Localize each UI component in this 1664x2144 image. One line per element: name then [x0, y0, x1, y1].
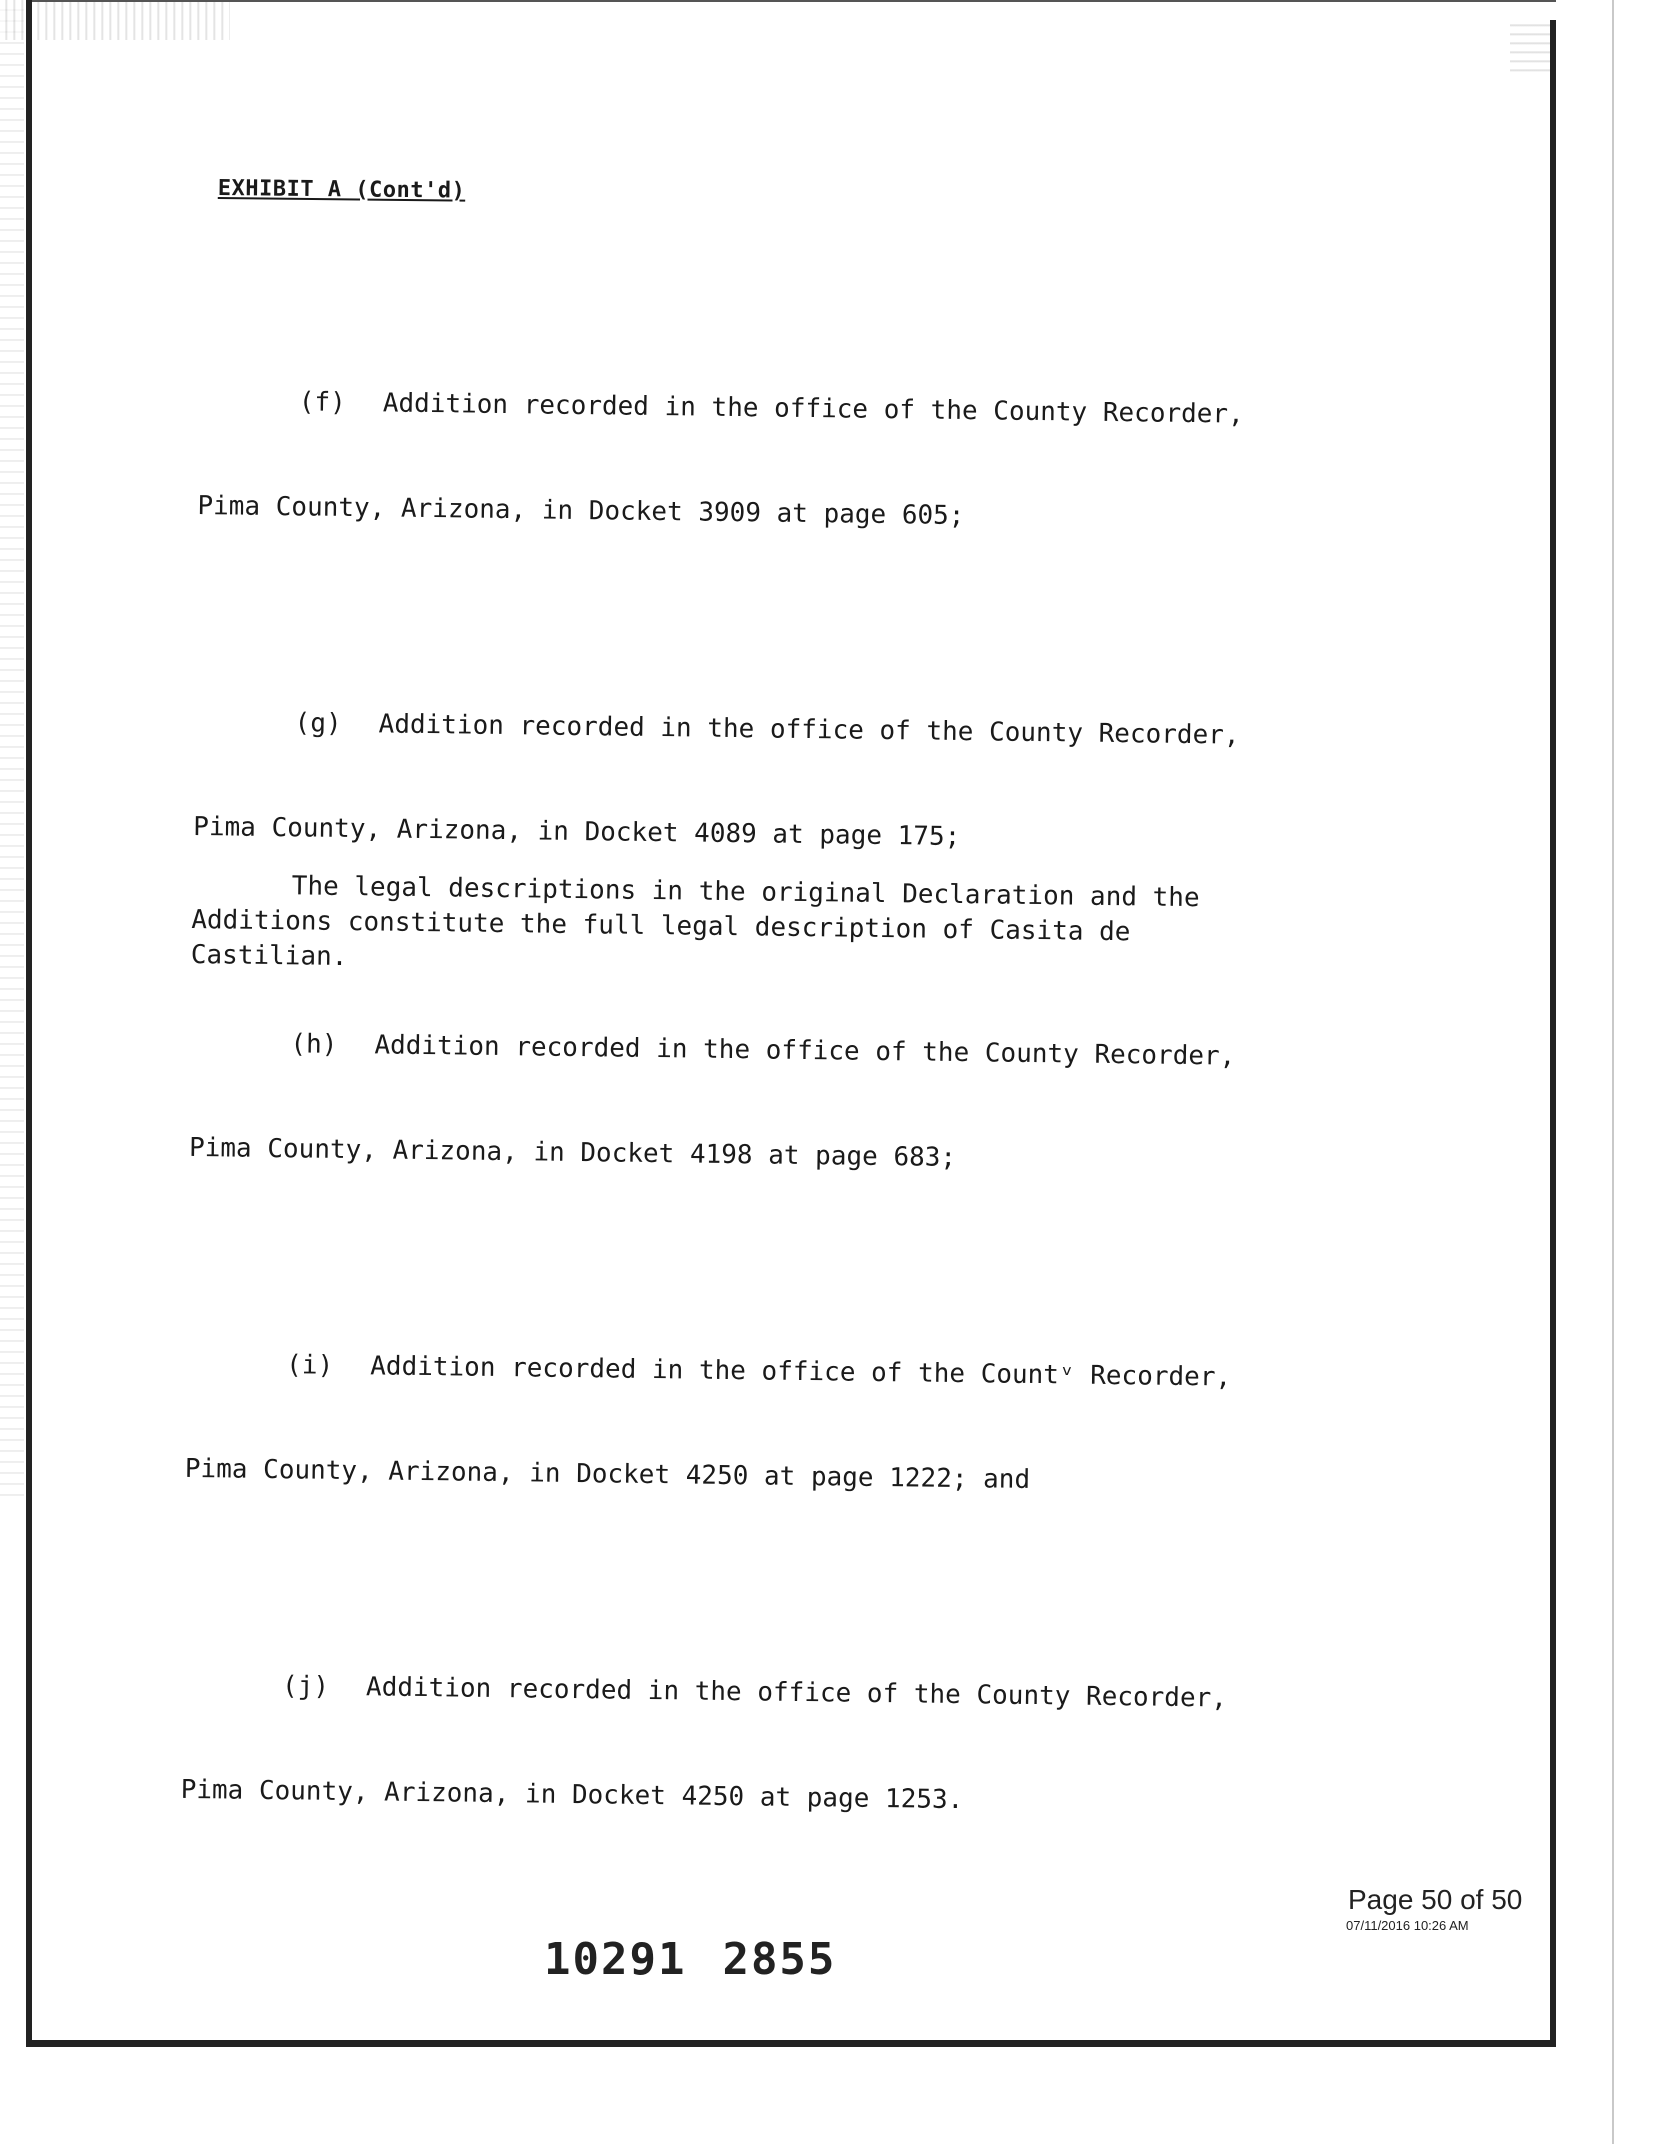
sheet-edge — [1612, 0, 1614, 2144]
page-border-right — [1550, 20, 1556, 2047]
clause-text-continued: Pima County, Arizona, in Docket 4198 at page 683; — [188, 1132, 957, 1173]
docket-number: 10291 — [544, 1934, 687, 1985]
scan-artifact-top — [0, 0, 230, 40]
clause-marker: (g) — [294, 708, 342, 739]
clause-text: Addition recorded in the office of the County Recorder, — [365, 1672, 1228, 1714]
page-border-left — [26, 0, 32, 2046]
scan-artifact-corner — [1510, 18, 1550, 78]
clause-i — [184, 1277, 1408, 1573]
clause-text: Addition recorded in the office of the County Recorder, — [378, 709, 1240, 751]
stamp-page-number: 2855 — [722, 1934, 837, 1985]
print-timestamp: 07/11/2016 10:26 AM — [1346, 1918, 1469, 1933]
clause-text-continued: Pima County, Arizona, in Docket 4089 at page 175; — [193, 811, 961, 852]
closing-line: The legal descriptions in the original Declaration and the — [291, 871, 1200, 914]
clause-marker: (i) — [286, 1350, 334, 1381]
clause-f — [196, 314, 1420, 610]
clause-text: Addition recorded in the office of the County Recorder, — [374, 1030, 1236, 1072]
clause-text: Addition recorded in the office of the Countᵛ Recorder, — [370, 1351, 1232, 1393]
scan-artifact-left — [0, 0, 24, 1500]
page-border-top — [26, 0, 1556, 2]
clause-marker: (j) — [281, 1671, 330, 1702]
exhibit-heading: EXHIBIT A (Cont'd) — [217, 176, 466, 204]
clause-text: Addition recorded in the office of the County Recorder, — [382, 388, 1244, 430]
clause-list — [179, 314, 1420, 1935]
clause-h — [188, 956, 1412, 1252]
clause-marker: (f) — [298, 387, 347, 418]
recording-stamp — [544, 1934, 836, 1985]
clause-text-continued: Pima County, Arizona, in Docket 4250 at page 1253. — [180, 1774, 964, 1816]
clause-text-continued: Pima County, Arizona, in Docket 3909 at page 605; — [197, 490, 965, 532]
closing-paragraph — [191, 868, 1432, 989]
closing-line: Castilian. — [190, 939, 348, 973]
clause-j — [180, 1598, 1404, 1894]
page-number-label: Page 50 of 50 — [1348, 1884, 1523, 1915]
page-border-bottom — [26, 2040, 1556, 2047]
closing-line: Additions constitute the full legal description of Casita de — [191, 904, 1131, 948]
clause-text-continued: Pima County, Arizona, in Docket 4250 at page 1222; and — [184, 1453, 1031, 1495]
clause-marker: (h) — [290, 1029, 338, 1060]
